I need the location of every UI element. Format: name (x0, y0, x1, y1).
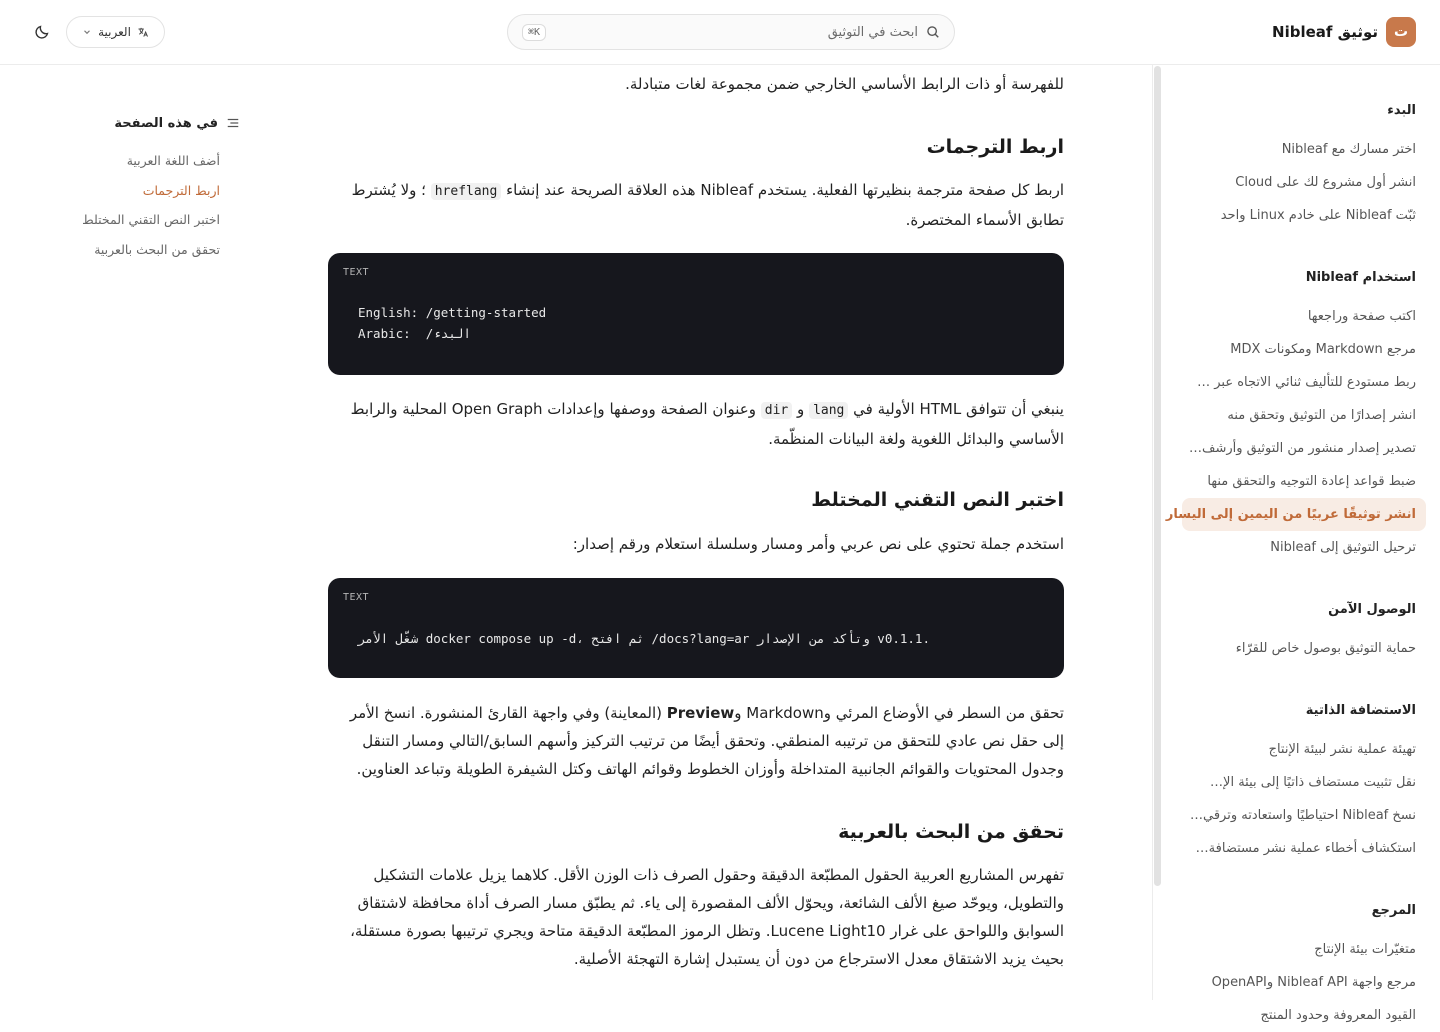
section-heading-arabic-search: تحقق من البحث بالعربية (838, 821, 1064, 843)
sidebar-item[interactable]: اختر مسارك مع Nibleaf (1281, 142, 1416, 157)
sidebar-item[interactable]: تهيئة عملية نشر لبيئة الإنتاج (1268, 742, 1416, 757)
toc-item[interactable]: اختبر النص التقني المختلط (82, 212, 220, 227)
sidebar-item[interactable]: ضبط قواعد إعادة التوجيه والتحقق منها (1207, 474, 1416, 489)
sidebar-divider (1152, 65, 1153, 1000)
brand-logo: ت (1386, 17, 1416, 47)
moon-icon (34, 24, 50, 40)
sidebar-group (1160, 703, 1440, 865)
code-language-label: TEXT (343, 267, 370, 278)
language-selector[interactable] (66, 16, 165, 48)
chevron-down-icon (82, 27, 92, 37)
sidebar-group (1160, 903, 1440, 1032)
sidebar-item[interactable]: مرجع واجهة Nibleaf API وOpenAPI (1211, 975, 1416, 990)
sidebar (1160, 65, 1440, 1023)
search-shortcut: ⌘K (522, 24, 546, 41)
sidebar-item[interactable]: نسخ Nibleaf احتياطيًا واستعادته وترقي… (1189, 808, 1416, 823)
theme-toggle-button[interactable] (30, 20, 54, 44)
language-label: العربية (98, 25, 131, 39)
paragraph-mixed-text-check: تحقق من السطر في الأوضاع المرئي وMarkdown وPreview (المعاينة) وفي واجهة القارئ المنشورة. انسخ الأمر إلى حقل نص عادي للتحقق من ترتيبه المنطقي. وتحقق أيضًا من ترتيب التركيز وأسهم السابق/التالي ومسار التنقل وجدول المحتويات والقوائم الجانبية المتداخلة وأوزان الخطوط وقوائم الهاتف وكتل الشيفرة الطويلة وتباعد العناوين. (349, 704, 1064, 778)
sidebar-group-heading: الاستضافة الذاتية (1305, 703, 1416, 718)
inline-code: dir (761, 402, 792, 419)
code-language-label: TEXT (343, 592, 370, 603)
inline-code: lang (809, 402, 848, 419)
sidebar-scrollbar[interactable] (1154, 66, 1161, 886)
sidebar-group (1160, 602, 1440, 665)
toc-item[interactable]: أضف اللغة العربية (126, 153, 220, 168)
search-placeholder: ابحث في التوثيق (827, 24, 918, 40)
paragraph-arabic-search: تفهرس المشاريع العربية الحقول المطبّعة الدقيقة وحقول الصرف ذات الوزن الأقل. كلاهما يزيل علامات التشكيل والتطويل، ويوحّد صيغ الألف الشائعة، ويحوّل الألف المقصورة إلى ياء. ثم يطبّق مسار الصرف أداة محافظة لاشتقاق السوابق واللواحق على غرار Lucene Light10. وتظل الرموز المطبّعة الدقيقة متاحة ويجري ترتيبها بصورة مستقلة، بحيث يزيد الاشتقاق معدل الاسترجاع من دون أن يستبدل إشارة التهجئة الأصلية. (350, 866, 1064, 968)
section-heading-link-translations: اربط الترجمات (926, 136, 1064, 158)
inline-code: hreflang (431, 183, 502, 200)
brand[interactable] (1272, 17, 1416, 47)
intro-paragraph-tail: للفهرسة أو ذات الرابط الأساسي الخارجي ضمن مجموعة لغات متبادلة. (625, 75, 1064, 93)
sidebar-group (1160, 103, 1440, 232)
search-icon (926, 25, 940, 39)
paragraph-link-translations: اربط كل صفحة مترجمة بنظيرتها الفعلية. يستخدم Nibleaf هذه العلاقة الصريحة عند إنشاء hreflang ؛ ولا يُشترط تطابق الأسماء المختصرة. (351, 181, 1064, 229)
search-input[interactable] (507, 14, 955, 50)
table-of-contents (60, 112, 240, 264)
sidebar-item[interactable]: ثبّت Nibleaf على خادم Linux واحد (1220, 208, 1416, 223)
paragraph-html-attributes: ينبغي أن تتوافق HTML الأولية في lang و dir وعنوان الصفحة ووصفها وإعدادات Open Graph المحلية والرابط الأساسي والبدائل اللغوية ولغة البيانات المنظّمة. (350, 400, 1064, 448)
sidebar-group-heading: الوصول الآمن (1328, 602, 1416, 617)
list-icon (226, 116, 240, 130)
section-heading-mixed-text: اختبر النص التقني المختلط (811, 489, 1064, 511)
code-block[interactable] (328, 253, 1064, 375)
toc-title: في هذه الصفحة (60, 112, 240, 134)
sidebar-item[interactable]: انشر إصدارًا من التوثيق وتحقق منه (1227, 408, 1416, 423)
brand-title: توثيق Nibleaf (1272, 23, 1378, 41)
top-bar (0, 0, 1440, 65)
toc-item[interactable]: تحقق من البحث بالعربية (94, 241, 220, 257)
sidebar-item[interactable]: اكتب صفحة وراجعها (1307, 309, 1416, 324)
sidebar-group-heading: المرجع (1371, 903, 1416, 918)
sidebar-item[interactable]: حماية التوثيق بوصول خاص للقرّاء (1235, 641, 1416, 656)
sidebar-item[interactable]: نقل تثبيت مستضاف ذاتيًا إلى بيئة الإ… (1210, 775, 1416, 790)
sidebar-group-heading: البدء (1387, 103, 1416, 118)
sidebar-item[interactable]: ترحيل التوثيق إلى Nibleaf (1270, 540, 1416, 555)
toc-item[interactable]: اربط الترجمات (142, 182, 220, 198)
sidebar-item[interactable]: القيود المعروفة وحدود المنتج (1260, 1008, 1416, 1023)
sidebar-item[interactable]: استكشاف أخطاء عملية نشر مستضافة… (1195, 841, 1416, 856)
sidebar-item[interactable]: متغيّرات بيئة الإنتاج (1314, 942, 1416, 957)
code-line: English: /getting-started (358, 305, 547, 320)
sidebar-group (1160, 270, 1440, 564)
sidebar-item[interactable]: ربط مستودع للتأليف ثنائي الاتجاه عبر … (1197, 375, 1416, 390)
code-line: Arabic: /البدء (358, 326, 471, 341)
sidebar-item[interactable]: مرجع Markdown ومكونات MDX (1230, 342, 1416, 357)
code-line: شغّل الأمر docker compose up -d، ثم افتح /docs?lang=ar وتأكد من الإصدار v0.1.1. (358, 631, 930, 646)
code-block[interactable] (328, 578, 1064, 678)
sidebar-item[interactable]: تصدير إصدار منشور من التوثيق وأرشف… (1189, 441, 1416, 456)
sidebar-item[interactable]: انشر توثيقًا عربيًا من اليمين إلى اليسار (1182, 498, 1426, 531)
sidebar-item[interactable]: انشر أول مشروع لك على Cloud (1235, 175, 1416, 190)
translate-icon (137, 26, 149, 38)
paragraph-mixed-text-intro: استخدم جملة تحتوي على نص عربي وأمر ومسار وسلسلة استعلام ورقم إصدار: (572, 535, 1064, 553)
sidebar-group-heading: استخدام Nibleaf (1305, 270, 1416, 285)
